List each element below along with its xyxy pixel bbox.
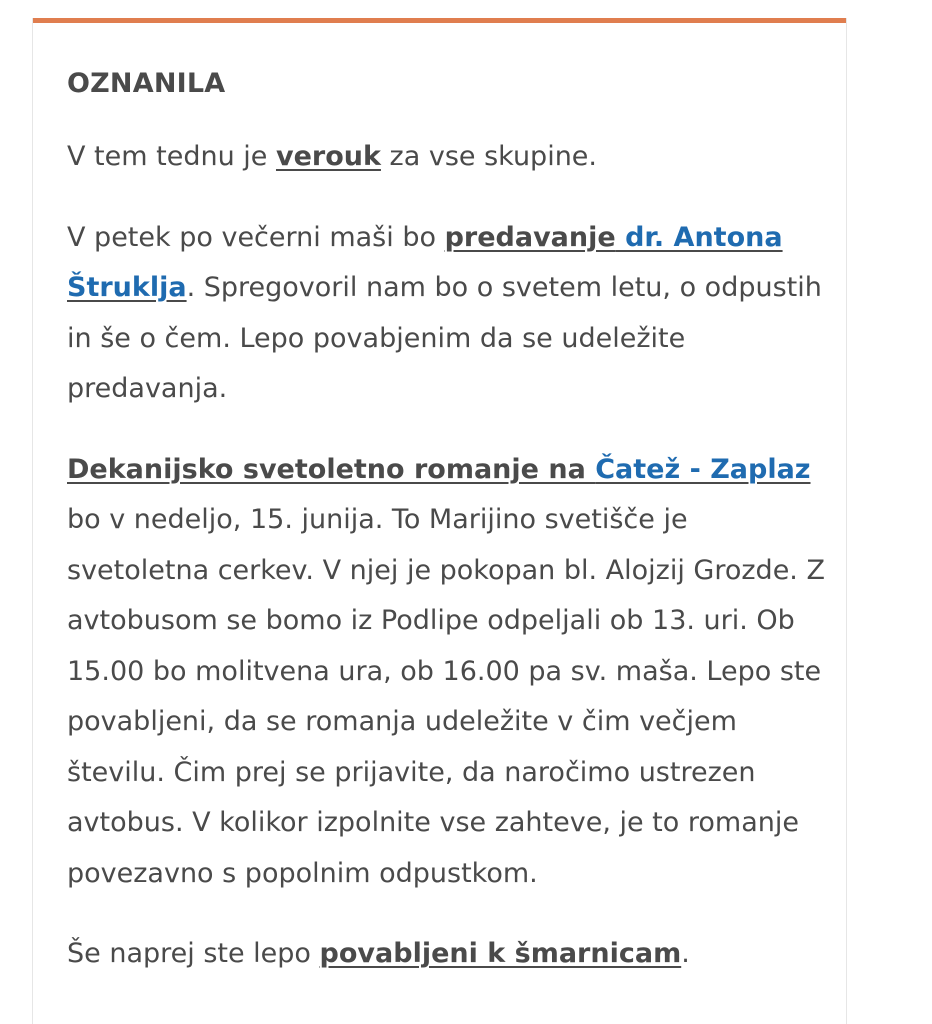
- paragraph-lecture: [67, 213, 827, 415]
- verouk-link[interactable]: verouk: [275, 141, 381, 172]
- text-segment: V petek po večerni maši bo: [67, 221, 445, 253]
- smarnice-link[interactable]: povabljeni k šmarnicam: [319, 938, 682, 969]
- announcements-card: [32, 18, 847, 1024]
- text-segment: . Spregovoril nam bo o svetem letu, o odpustih in še o čem. Lepo povabjenim da se udeležite predavanja.: [67, 272, 822, 404]
- catez-zaplaz-link[interactable]: Čatež - Zaplaz: [595, 453, 811, 485]
- pilgrimage-link[interactable]: Dekanijsko svetoletno romanje na: [67, 453, 596, 485]
- paragraph-pilgrimage: [67, 445, 827, 900]
- text-segment: bo v nedeljo, 15. junija. To Marijino svetišče je svetoletna cerkev. V njej je pokopan bl. Alojzij Grozde. Z avtobusom se bomo iz Podlipe odpeljali ob 13. uri. Ob 15.00 bo molitvena ura, ob 16.00 pa sv. maša. Lepo ste povabljeni, da se romanja udeležite v čim večjem številu. Čim prej se prijavite, da naročimo ustrezen avtobus. V kolikor izpolnite vse zahteve, je to romanje povezavno s popolnim odpustkom.: [67, 504, 825, 889]
- lecture-link[interactable]: predavanje: [444, 221, 616, 253]
- speaker-link[interactable]: dr. Antona Štruklja: [67, 221, 783, 303]
- paragraph-verouk: [67, 132, 827, 183]
- text-segment: Še naprej ste lepo: [67, 938, 320, 969]
- text-segment: V tem tednu je: [67, 141, 276, 172]
- text-segment: .: [681, 938, 690, 969]
- paragraph-smarnice: [67, 929, 827, 980]
- section-heading: OZNANILA: [67, 68, 226, 99]
- accent-top-bar: [33, 18, 846, 23]
- text-segment: za vse skupine.: [380, 141, 598, 172]
- announcements-body: [67, 66, 827, 1010]
